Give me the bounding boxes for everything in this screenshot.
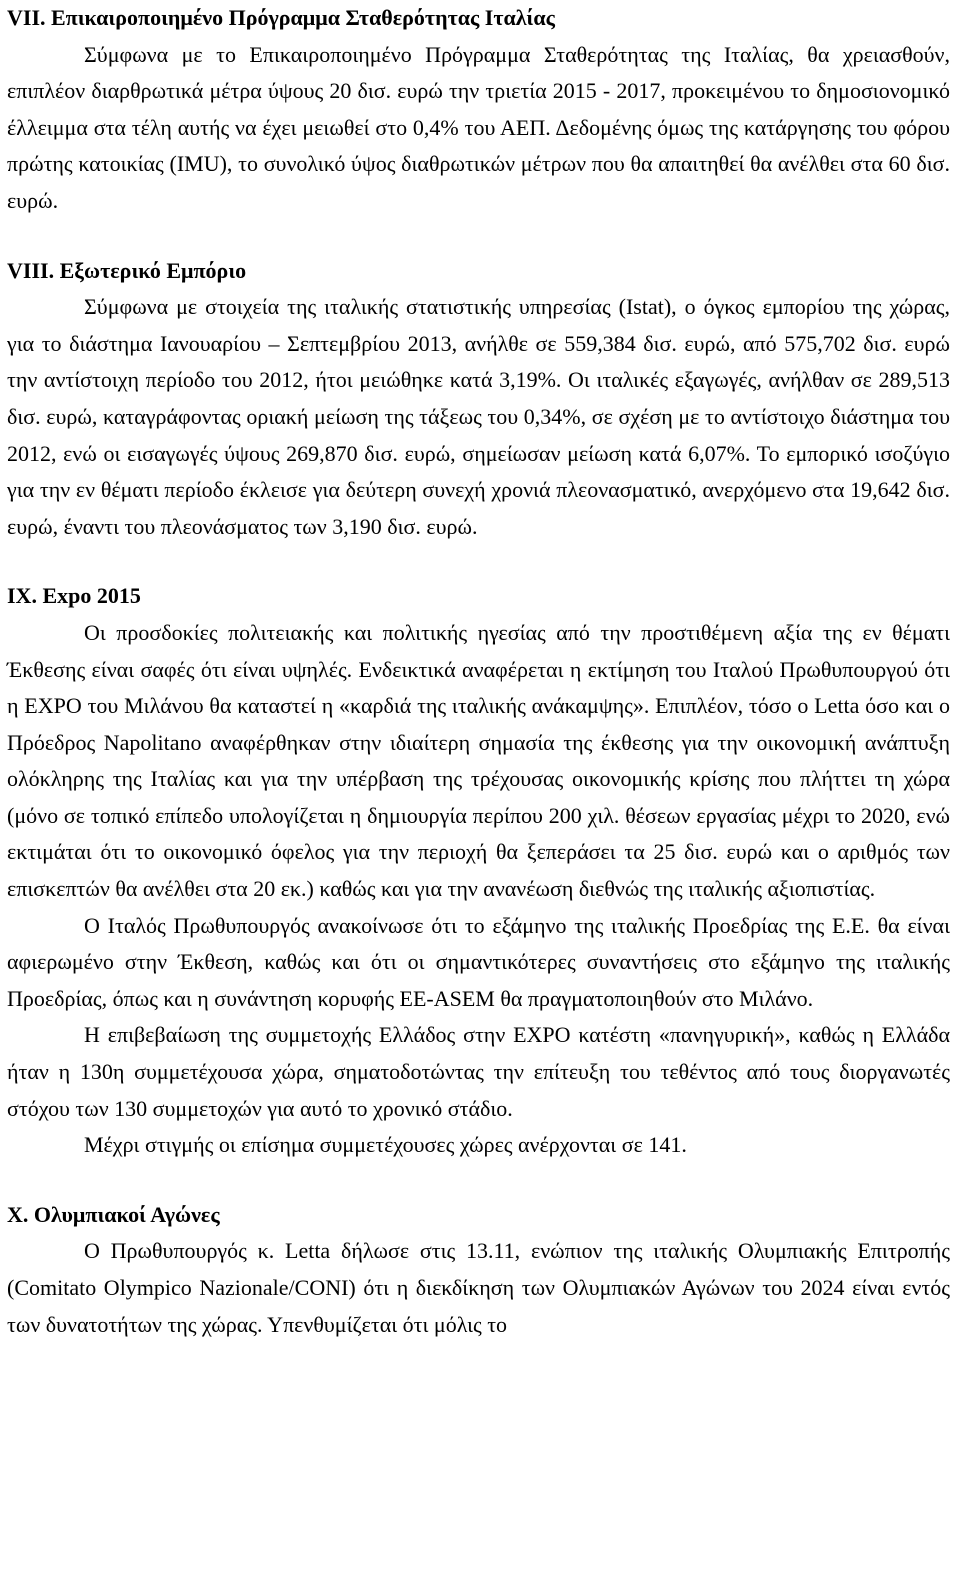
section-olympic-games (7, 1197, 950, 1343)
olympics-paragraph: Ο Πρωθυπουργός κ. Letta δήλωσε στις 13.11, ενώπιον της ιταλικής Ολυμπιακής Επιτροπής (Comitato Olympico Nazionale/CONI) ότι η διεκδίκηση των Ολυμπιακών Αγώνων του 2024 είναι εντός των δυνατοτήτων της χώρας. Υπενθυμίζεται ότι μόλις το (7, 1238, 950, 1337)
section-spacer (7, 545, 950, 578)
section-heading-ix: IX. Expo 2015 (7, 583, 141, 609)
expo-paragraph-greece: Η επιβεβαίωση της συμμετοχής Ελλάδος στην EXPO κατέστη «πανηγυρική», καθώς η Ελλάδα ήταν η 130η συμμετέχουσα χώρα, σηματοδοτώντας την επίτευξη του τεθέντος από τους διοργανωτές στόχου των 130 συμμετοχών για αυτό το χρονικό στάδιο. (7, 1022, 950, 1121)
expo-paragraph-expectations: Οι προσδοκίες πολιτειακής και πολιτικής ηγεσίας από την προστιθέμενη αξία της εν θέματι Έκθεσης είναι σαφές ότι είναι υψηλές. Ενδεικτικά αναφέρεται η εκτίμηση του Ιταλού Πρωθυπουργού ότι η EXPO του Μιλάνου θα καταστεί η «καρδιά της ιταλικής ανάκαμψης». Επιπλέον, τόσο ο Letta όσο και ο Πρόεδρος Napolitano αναφέρθηκαν στην ιδιαίτερη σημασία της έκθεσης για την οικονομική ανάπτυξη ολόκληρης της Ιταλίας και για την υπέρβαση της τρέχουσας οικονομικής κρίσης που πλήττει τη χώρα (μόνο σε τοπικό επίπεδο υπολογίζεται η δημιουργία περίπου 200 χιλ. θέσεων εργασίας μέχρι το 2020, ενώ εκτιμάται ότι το οικονομικό όφελος για την περιοχή θα ξεπεράσει τα 25 δισ. ευρώ και ο αριθμός των επισκεπτών θα ανέλθει στα 20 εκ.) καθώς και για την ανανέωση διεθνώς της ιταλικής αξιοπιστίας. (7, 619, 950, 902)
section-spacer (7, 1164, 950, 1197)
section-expo-2015 (7, 578, 950, 1164)
section-heading-x: X. Ολυμπιακοί Αγώνες (7, 1201, 220, 1227)
section-foreign-trade (7, 253, 950, 546)
expo-paragraph-presidency: Ο Ιταλός Πρωθυπουργός ανακοίνωσε ότι το εξάμηνο της ιταλικής Προεδρίας της Ε.Ε. θα είναι αφιερωμένο στην Έκθεση, καθώς και ότι οι σημαντικότερες συναντήσεις στο εξάμηνο της ιταλικής Προεδρίας, όπως και η συνάντηση κορυφής ΕΕ-ASEM θα πραγματοποιηθούν στο Μιλάνο. (7, 912, 950, 1011)
section-heading-vii: VII. Επικαιροποιημένο Πρόγραμμα Σταθερότητας Ιταλίας (7, 5, 555, 30)
section-stability-programme (7, 0, 950, 220)
stability-paragraph: Σύμφωνα με το Επικαιροποιημένο Πρόγραμμα Σταθερότητας της Ιταλίας, θα χρειασθούν, επιπλέον διαρθρωτικά μέτρα ύψους 20 δισ. ευρώ την τριετία 2015 - 2017, προκειμένου το δημοσιονομικό έλλειμμα στα τέλη αυτής να έχει μειωθεί στο 0,4% του ΑΕΠ. Δεδομένης όμως της κατάργησης του φόρου πρώτης κατοικίας (IMU), το συνολικό ύψος διαθρωτικών μέτρων που θα απαιτηθεί θα ανέλθει στα 60 δισ. ευρώ. (7, 41, 950, 213)
section-spacer (7, 220, 950, 253)
trade-paragraph: Σύμφωνα με στοιχεία της ιταλικής στατιστικής υπηρεσίας (Istat), ο όγκος εμπορίου της χώρας, για το διάστημα Ιανουαρίου – Σεπτεμβρίου 2013, ανήλθε σε 559,384 δισ. ευρώ, από 575,702 δισ. ευρώ την αντίστοιχη περίοδο του 2012, ήτοι μειώθηκε κατά 3,19%. Οι ιταλικές εξαγωγές, ανήλθαν σε 289,513 δισ. ευρώ, καταγράφοντας οριακή μείωση της τάξεως του 0,34%, σε σχέση με το αντίστοιχο διάστημα του 2012, ενώ οι εισαγωγές ύψους 269,870 δισ. ευρώ, σημείωσαν μείωση κατά 6,07%. Το εμπορικό ισοζύγιο για την εν θέματι περίοδο έκλεισε για δεύτερη συνεχή χρονιά πλεονασματικό, ανερχόμενο στα 19,642 δισ. ευρώ, έναντι του πλεονάσματος των 3,190 δισ. ευρώ. (7, 294, 950, 539)
document-page (7, 0, 950, 1343)
section-heading-viii: VIII. Εξωτερικό Εμπόριο (7, 257, 247, 283)
expo-paragraph-countries: Μέχρι στιγμής οι επίσημα συμμετέχουσες χώρες ανέρχονται σε 141. (84, 1132, 687, 1158)
